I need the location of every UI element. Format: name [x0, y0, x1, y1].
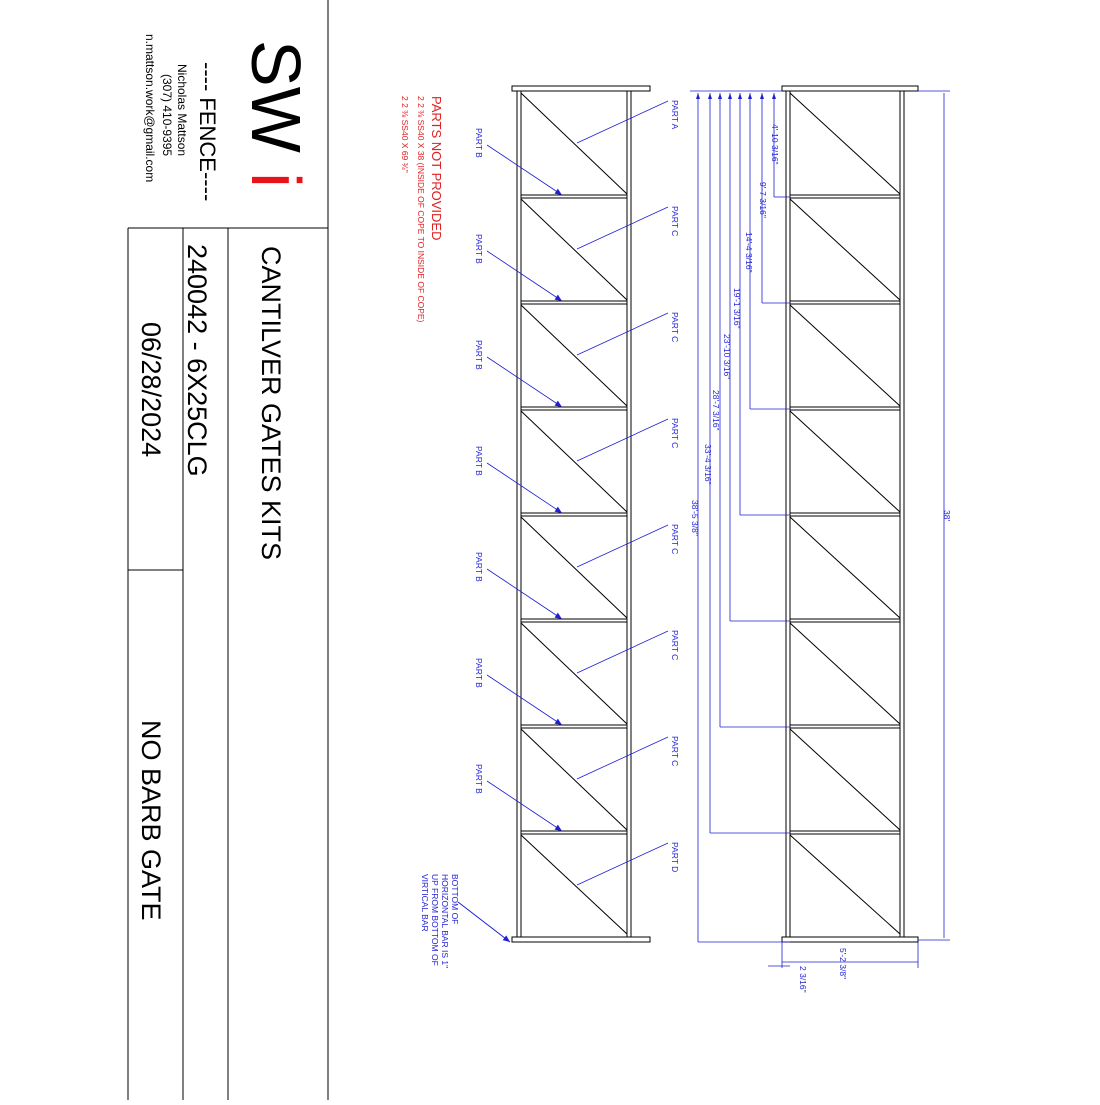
gate-description: NO BARB GATE [136, 720, 166, 921]
dimension-lines [690, 91, 950, 968]
dim-6: 28'-7 3/16" [711, 390, 721, 431]
dim-8: 38'-5 3/8" [690, 500, 700, 536]
leader-left-5 [487, 569, 562, 619]
right-diagonal-brace-5 [790, 517, 900, 618]
left-diagonal-brace-4 [521, 411, 627, 512]
label-part-c-4: PART C [670, 524, 680, 555]
left-diagonal-brace-8 [521, 835, 627, 934]
contact-email: n.mattson.work@gmail.com [143, 34, 157, 183]
right-diagonal-brace-6 [790, 623, 900, 724]
leader-left-2 [487, 251, 562, 301]
right-horizontal-bar-3 [790, 407, 900, 410]
dim-arrow-2 [760, 93, 764, 99]
leader-right-5 [577, 525, 668, 567]
right-horizontal-bar-4 [790, 513, 900, 516]
notes-line-2: 2 2 ⅜ SS40 X 69 ¾" [400, 96, 410, 173]
right-horizontal-bar-2 [790, 301, 900, 304]
label-part-c-6: PART C [670, 736, 680, 767]
logo-accent-letter: i [237, 172, 315, 188]
bottom-note-line-2: HORIZONTAL BAR IS 1" [440, 874, 450, 969]
left-horizontal-bar-7 [521, 831, 627, 834]
dim-2: 9'-7 3/16" [758, 182, 768, 218]
sheet-title: CANTILVER GATES KITS [256, 246, 286, 561]
division-label: ---- FENCE---- [195, 62, 220, 202]
dim-arrow-7 [708, 93, 712, 99]
label-part-b-7: PART B [474, 764, 484, 794]
left-diagonal-brace-6 [521, 623, 627, 724]
dim-arrow-1 [772, 93, 776, 99]
leader-right-4 [577, 419, 668, 461]
bottom-note-leader [458, 902, 510, 942]
right-diagonal-brace-2 [790, 199, 900, 300]
label-part-b-1: PART B [474, 128, 484, 158]
right-horizontal-bar-7 [790, 831, 900, 834]
label-part-b-6: PART B [474, 658, 484, 688]
right-diagonal-brace-3 [790, 305, 900, 406]
right-diagonal-brace-4 [790, 411, 900, 512]
leader-left-1 [487, 145, 562, 195]
dim-arrow-4 [738, 93, 742, 99]
left-horizontal-bar-4 [521, 513, 627, 516]
bottom-note-line-1: BOTTOM OF [450, 874, 460, 925]
dim-gate-height: 5'-2 3/8" [838, 948, 848, 980]
dim-1: 4'-10 3/16" [770, 124, 780, 165]
right-diagonal-brace-1 [790, 93, 900, 194]
label-part-d: PART D [670, 842, 680, 873]
left-diagonal-brace-1 [521, 93, 627, 194]
label-part-a: PART A [670, 100, 680, 130]
right-horizontal-bar-1 [790, 195, 900, 198]
notes-line-1: 2 2 ⅜ SS40 X 38 (INSIDE OF COPE TO INSIDE OF COPE) [416, 96, 426, 323]
dim-post-offset: 2 3/16" [798, 966, 808, 993]
part-leader-lines [487, 101, 668, 885]
leader-left-7 [487, 781, 562, 831]
left-diagonal-brace-7 [521, 729, 627, 830]
label-part-b-2: PART B [474, 234, 484, 264]
contact-name: Nicholas Mattson [175, 64, 189, 157]
left-horizontal-bar-3 [521, 407, 627, 410]
dim-arrow-3 [748, 93, 752, 99]
left-horizontal-bar-2 [521, 301, 627, 304]
label-part-c-5: PART C [670, 630, 680, 661]
leader-left-6 [487, 675, 562, 725]
leader-right-3 [577, 313, 668, 355]
right-horizontal-bar-5 [790, 619, 900, 622]
left-diagonal-brace-3 [521, 305, 627, 406]
leader-right-8 [577, 843, 668, 885]
left-horizontal-bar-5 [521, 619, 627, 622]
left-horizontal-bar-1 [521, 195, 627, 198]
leader-left-3 [487, 357, 562, 407]
leader-right-6 [577, 631, 668, 673]
label-part-c-3: PART C [670, 418, 680, 449]
dim-overall-length: 38' [942, 510, 952, 522]
left-gate-bays [521, 93, 627, 934]
dim-arrow-6 [718, 93, 722, 99]
right-diagonal-brace-8 [790, 835, 900, 934]
left-gate-frame [512, 86, 650, 942]
left-diagonal-brace-5 [521, 517, 627, 618]
leader-left-4 [487, 463, 562, 513]
label-part-b-3: PART B [474, 340, 484, 370]
dim-3: 14'-4 3/16" [744, 232, 754, 273]
right-gate-bays [790, 93, 900, 934]
leader-right-7 [577, 737, 668, 779]
right-diagonal-brace-7 [790, 729, 900, 830]
job-number: 240042 - 6X25CLG [182, 244, 212, 477]
dim-arrow-8 [696, 93, 700, 99]
drawing-date: 06/28/2024 [136, 322, 166, 458]
label-part-c-2: PART C [670, 312, 680, 343]
label-part-b-5: PART B [474, 552, 484, 582]
left-horizontal-bar-6 [521, 725, 627, 728]
label-part-c-1: PART C [670, 206, 680, 237]
dim-5: 23'-10 3/16" [722, 334, 732, 380]
notes-heading: PARTS NOT PROVIDED [429, 96, 444, 241]
dim-arrow-5 [728, 93, 732, 99]
leader-right-1 [577, 101, 668, 143]
company-logo: SW i [237, 40, 315, 188]
bottom-note-line-4: VIRTICAL BAR [420, 874, 430, 932]
dim-7: 33'-4 3/16" [703, 444, 713, 485]
right-horizontal-bar-6 [790, 725, 900, 728]
bottom-note [420, 874, 460, 968]
contact-phone: (307) 410-9395 [160, 74, 174, 157]
label-part-b-4: PART B [474, 446, 484, 476]
bottom-note-line-3: UP FROM BOTTOM OF [430, 874, 440, 966]
leader-right-2 [577, 207, 668, 249]
right-gate-frame [782, 86, 918, 942]
dim-4: 19'-1 3/16" [732, 288, 742, 329]
left-diagonal-brace-2 [521, 199, 627, 300]
